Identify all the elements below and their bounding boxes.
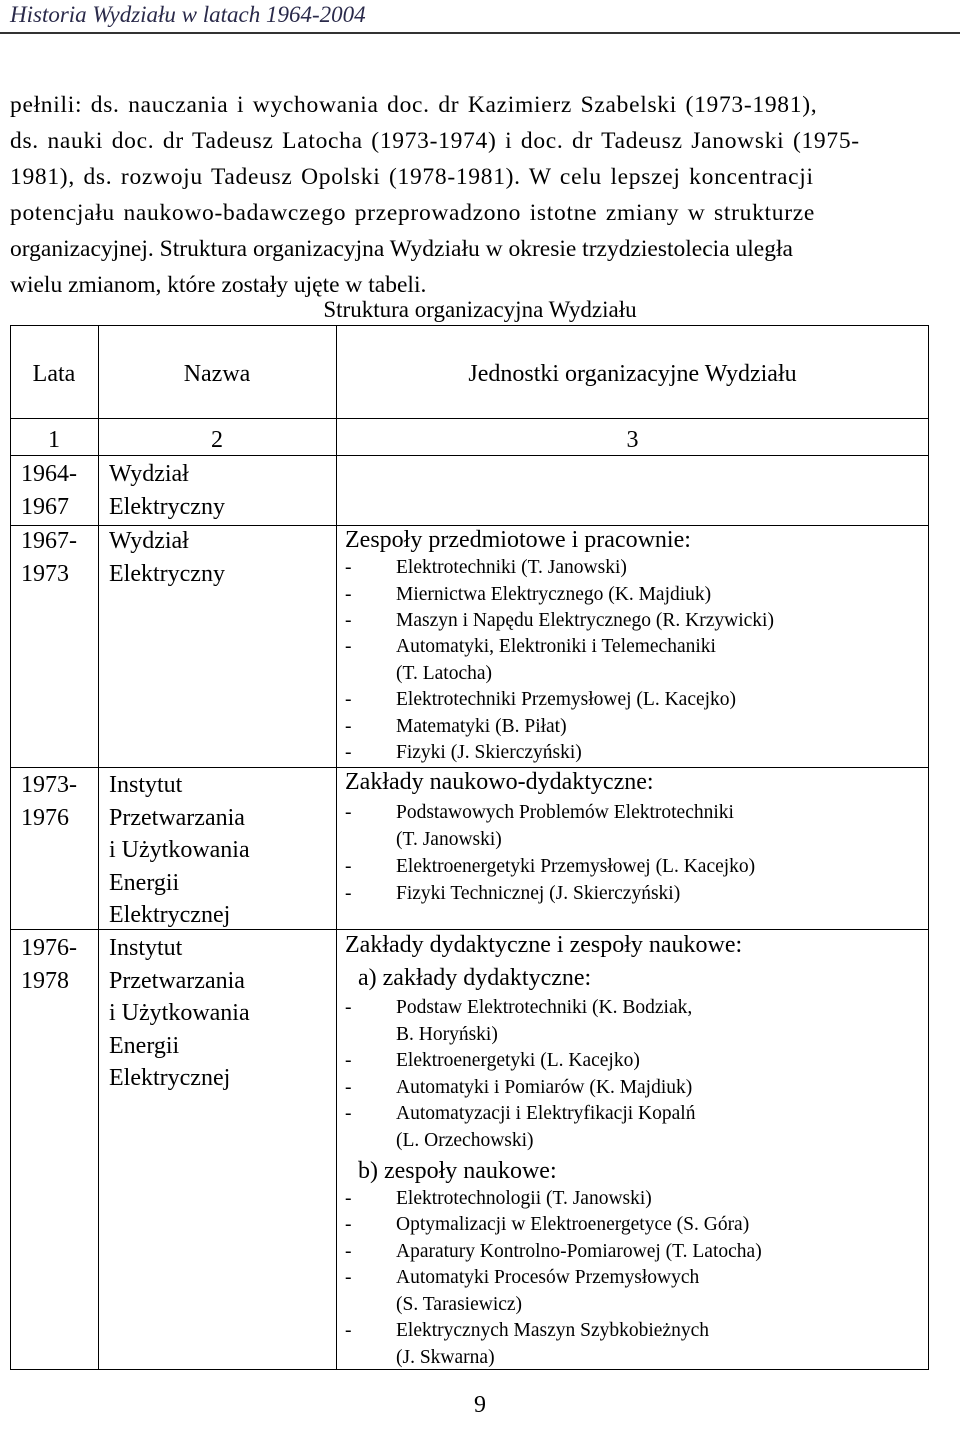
unit-item-continuation: (S. Tarasiewicz) bbox=[396, 1294, 523, 1315]
column-number: 3 bbox=[626, 427, 639, 453]
years-line: 1976- bbox=[21, 935, 77, 961]
units-heading: Zespoły przedmiotowe i pracownie: bbox=[345, 527, 691, 553]
header-years: Lata bbox=[32, 361, 76, 387]
name-line: Wydział bbox=[109, 528, 189, 554]
row-divider bbox=[10, 767, 929, 768]
header-name: Nazwa bbox=[183, 361, 251, 387]
name-line: Elektryczny bbox=[109, 560, 225, 587]
name-line: Instytut bbox=[109, 935, 183, 961]
name-line: Wydział bbox=[109, 461, 189, 487]
row-years bbox=[21, 932, 77, 997]
row-years bbox=[21, 525, 77, 590]
unit-item-continuation: (T. Latocha) bbox=[396, 663, 492, 684]
row-name bbox=[109, 458, 225, 523]
running-header bbox=[0, 0, 960, 36]
units-subheading: a) zakłady dydaktyczne: bbox=[358, 965, 592, 991]
units-subheading: b) zespoły naukowe: bbox=[358, 1158, 557, 1184]
body-line: 1981), ds. rozwoju Tadeusz Opolski (1978-1981). W celu lepszej koncentracji bbox=[10, 164, 814, 190]
column-number: 2 bbox=[211, 427, 223, 453]
years-line: 1976 bbox=[21, 804, 69, 831]
unit-item-continuation: (T. Janowski) bbox=[396, 829, 502, 850]
name-line: Elektrycznej bbox=[109, 1065, 231, 1091]
body-paragraph bbox=[10, 87, 952, 303]
unit-item-continuation: (L. Orzechowski) bbox=[396, 1130, 534, 1151]
unit-item-continuation: B. Horyński) bbox=[396, 1024, 498, 1045]
name-line: i Użytkowania bbox=[109, 1000, 250, 1026]
units-heading: Zakłady dydaktyczne i zespoły naukowe: bbox=[345, 932, 743, 958]
body-line: organizacyjnej. Struktura organizacyjna Wydziału w okresie trzydziestolecia uległa bbox=[10, 236, 793, 262]
body-line: pełnili: ds. nauczania i wychowania doc. dr Kazimierz Szabelski (1973-1981), bbox=[10, 92, 818, 118]
name-line: i Użytkowania bbox=[109, 837, 250, 863]
column-divider bbox=[98, 325, 99, 1370]
units-heading: Zakłady naukowo-dydaktyczne: bbox=[345, 769, 654, 795]
header-title: Historia Wydziału w latach 1964-2004 bbox=[10, 2, 366, 27]
row-name bbox=[109, 525, 225, 590]
row-divider bbox=[10, 455, 929, 456]
years-line: 1967- bbox=[21, 528, 77, 554]
name-line: Przetwarzania bbox=[109, 967, 245, 994]
years-line: 1967 bbox=[21, 493, 69, 520]
years-line: 1973- bbox=[21, 772, 77, 798]
unit-item-continuation: (J. Skwarna) bbox=[396, 1347, 495, 1368]
years-line: 1973 bbox=[21, 560, 69, 587]
body-line: ds. nauki doc. dr Tadeusz Latocha (1973-1974) i doc. dr Tadeusz Janowski (1975- bbox=[10, 128, 860, 154]
table-caption: Struktura organizacyjna Wydziału bbox=[323, 297, 637, 322]
years-line: 1978 bbox=[21, 967, 69, 994]
row-years bbox=[21, 458, 77, 523]
row-name bbox=[109, 769, 250, 932]
body-line: wielu zmianom, które zostały ujęte w tabeli. bbox=[10, 272, 427, 298]
row-name bbox=[109, 932, 250, 1095]
column-divider bbox=[336, 325, 337, 1370]
header-rule bbox=[0, 32, 960, 34]
header-units: Jednostki organizacyjne Wydziału bbox=[468, 361, 797, 387]
page-number: 9 bbox=[474, 1392, 486, 1418]
header-row-divider bbox=[10, 418, 929, 419]
name-line: Instytut bbox=[109, 772, 183, 798]
body-line: potencjału naukowo-badawczego przeprowadzono istotne zmiany w strukturze bbox=[10, 200, 815, 226]
name-line: Energii bbox=[109, 1032, 180, 1059]
years-line: 1964- bbox=[21, 461, 77, 487]
name-line: Energii bbox=[109, 869, 180, 896]
name-line: Elektrycznej bbox=[109, 902, 231, 928]
row-years bbox=[21, 769, 77, 834]
name-line: Elektryczny bbox=[109, 493, 225, 520]
name-line: Przetwarzania bbox=[109, 804, 245, 831]
column-number: 1 bbox=[48, 427, 60, 453]
